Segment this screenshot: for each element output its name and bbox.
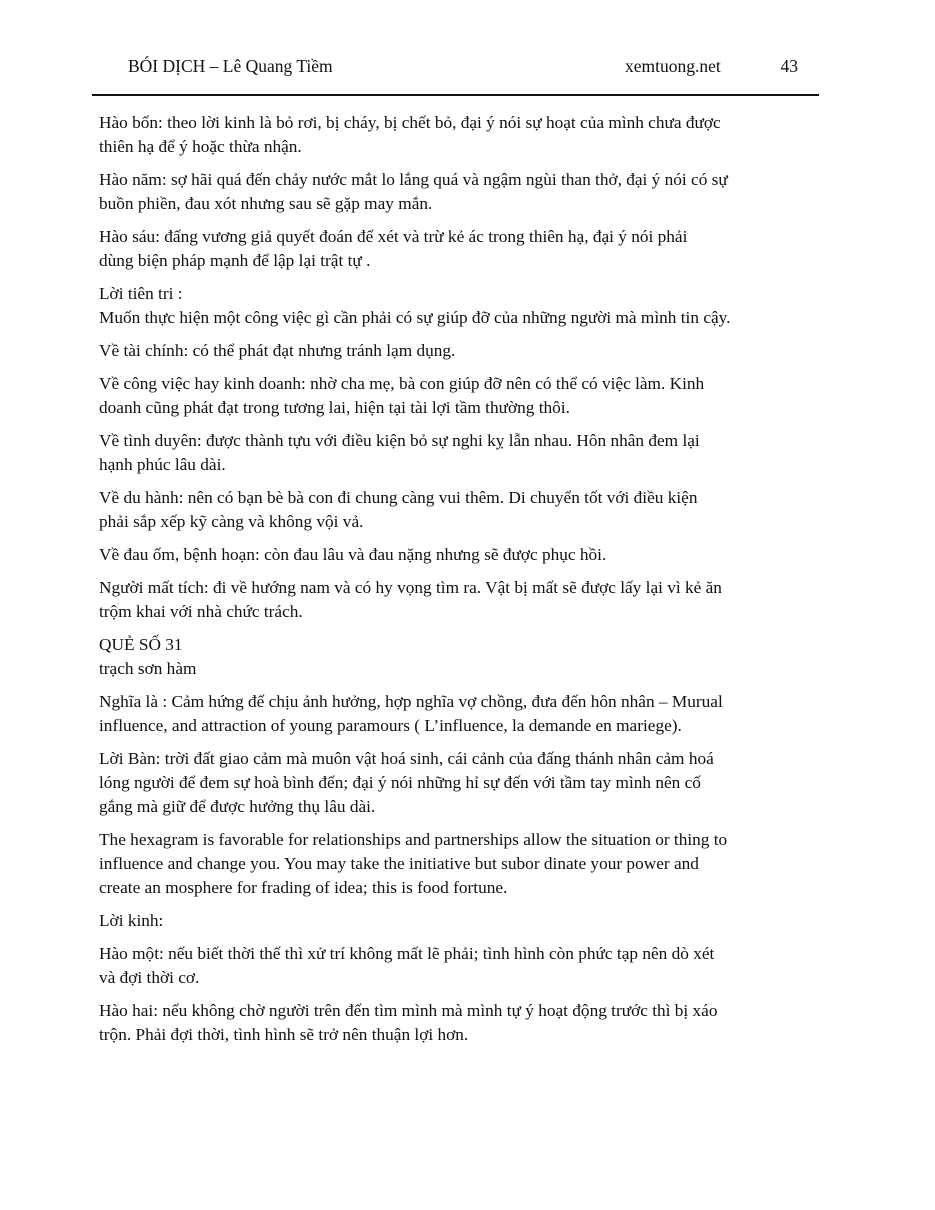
- paragraph-nguoi-mat-tich: Người mất tích: đi về hướng nam và có hy vọng tìm ra. Vật bị mất sẽ được lấy lại vì kẻ ăn trộm khai với nhà chức trách.: [99, 578, 722, 621]
- paragraph-tai-chinh: Về tài chính: có thể phát đạt nhưng tránh lạm dụng.: [99, 341, 456, 360]
- paragraph-hao-bon: Hào bốn: theo lời kinh là bỏ rơi, bị cháy, bị chết bỏ, đại ý nói sự hoạt của mình chưa được thiên hạ để ý hoặc thừa nhận.: [99, 113, 721, 156]
- page-header: [128, 56, 798, 80]
- page-number: 43: [780, 56, 798, 76]
- paragraph-tinh-duyen: Về tình duyên: được thành tựu với điều kiện bỏ sự nghi kỵ lẫn nhau. Hôn nhân đem lại hạnh phúc lâu dài.: [99, 431, 700, 474]
- paragraph-loi-ban: Lời Bàn: trời đất giao cảm mà muôn vật hoá sinh, cái cảnh của đấng thánh nhân cảm hoá lóng người để đem sự hoà bình đến; đại ý nói những hỉ sự đến với tầm tay mình nên cố gắng mà giữ để được hưởng thụ lâu dài.: [99, 749, 714, 816]
- paragraph-english-summary: The hexagram is favorable for relationships and partnerships allow the situation or thing to influence and change you. You may take the initiative but subor dinate your power and create an mosphere for frading of idea; this is food fortune.: [99, 830, 728, 897]
- header-title: BÓI DỊCH – Lê Quang Tiềm: [128, 56, 333, 76]
- paragraph-hao-mot: Hào một: nếu biết thời thế thì xử trí không mất lẽ phải; tình hình còn phức tạp nên dò xét và đợi thời cơ.: [99, 944, 715, 987]
- paragraph-hao-nam: Hào năm: sợ hãi quá đến chảy nước mắt lo lắng quá và ngậm ngùi than thở, đại ý nói có sự buồn phiền, đau xót nhưng sau sẽ gặp may mắn.: [99, 170, 728, 213]
- paragraph-cong-viec: Về công việc hay kinh doanh: nhờ cha mẹ, bà con giúp đỡ nên có thể có việc làm. Kinh doanh cũng phát đạt trong tương lai, hiện tại tài lợi tầm thường thôi.: [99, 374, 705, 417]
- paragraph-loi-kinh: Lời kinh:: [99, 911, 164, 930]
- document-body: [99, 111, 807, 1056]
- paragraph-du-hanh: Về du hành: nên có bạn bè bà con đi chung càng vui thêm. Di chuyển tốt với điều kiện phải sắp xếp kỹ càng và không vội vả.: [99, 488, 698, 531]
- paragraph-dau-om: Về đau ốm, bệnh hoạn: còn đau lâu và đau nặng nhưng sẽ được phục hồi.: [99, 545, 607, 564]
- paragraph-nghia-la: Nghĩa là : Cảm hứng để chịu ảnh hưởng, hợp nghĩa vợ chồng, đưa đến hôn nhân – Murual influence, and attraction of young paramours ( L’influence, la demande en mariege).: [99, 692, 723, 735]
- paragraph-hao-sau: Hào sáu: đấng vương giả quyết đoán để xét và trừ kẻ ác trong thiên hạ, đại ý nói phải dùng biện pháp mạnh để lập lại trật tự .: [99, 227, 688, 270]
- paragraph-hao-hai: Hào hai: nếu không chờ người trên đến tìm mình mà mình tự ý hoạt động trước thì bị xáo trộn. Phải đợi thời, tình hình sẽ trở nên thuận lợi hơn.: [99, 1001, 718, 1044]
- paragraph-loi-tien-tri: Lời tiên tri : Muốn thực hiện một công việc gì cần phải có sự giúp đỡ của những người mà mình tin cậy.: [99, 284, 731, 327]
- header-rule: [92, 94, 819, 96]
- header-website: xemtuong.net: [625, 56, 721, 76]
- section-heading-que-31: QUẺ SỐ 31 trạch sơn hàm: [99, 635, 197, 678]
